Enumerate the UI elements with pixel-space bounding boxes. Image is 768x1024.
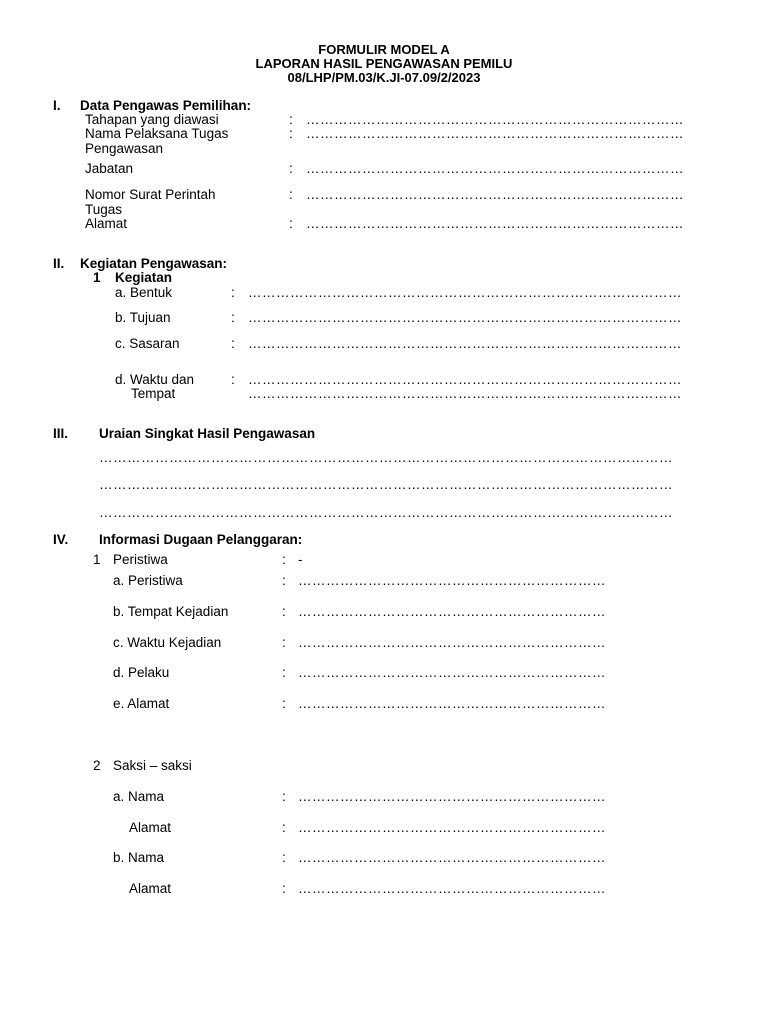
section3-number: III.: [53, 426, 69, 441]
field-tujuan-label: b. Tujuan: [115, 310, 171, 325]
section1-number: I.: [53, 98, 61, 113]
peristiwa-heading: Peristiwa: [113, 552, 168, 567]
field-pelaku-blank[interactable]: …………………………………………………………: [298, 665, 606, 680]
field-separator: :: [231, 372, 235, 387]
field-nomor-surat-label: Nomor Surat Perintah: [85, 187, 216, 202]
field-waktu-label-cont: Tempat: [131, 386, 176, 401]
field-sasaran-blank[interactable]: …………………………………………………………………………………: [248, 336, 682, 351]
field-saksi-b-nama-label: b. Nama: [113, 850, 165, 865]
uraian-line-3[interactable]: ……………………………………………………………………………………………………………: [99, 505, 673, 520]
field-tahapan-label: Tahapan yang diawasi: [85, 112, 219, 127]
field-nama-label-cont: Pengawasan: [85, 141, 164, 156]
field-separator: :: [282, 573, 286, 588]
field-bentuk-label: a. Bentuk: [115, 285, 173, 300]
section2-number: II.: [53, 256, 65, 271]
uraian-line-2[interactable]: ……………………………………………………………………………………………………………: [99, 477, 673, 492]
field-nomor-surat-blank[interactable]: ………………………………………………………………………: [306, 187, 684, 202]
kegiatan-title: Kegiatan: [115, 270, 173, 285]
field-peristiwa-label: a. Peristiwa: [113, 573, 183, 588]
section1-title: Data Pengawas Pemilihan:: [80, 98, 252, 113]
peristiwa-dash: -: [298, 552, 303, 567]
field-separator: :: [289, 126, 293, 141]
section4-title: Informasi Dugaan Pelanggaran:: [99, 532, 303, 547]
field-waktu-blank[interactable]: …………………………………………………………………………………: [248, 372, 682, 387]
field-separator: :: [231, 310, 235, 325]
field-separator: :: [282, 881, 286, 896]
field-saksi-b-nama-blank[interactable]: …………………………………………………………: [298, 850, 606, 865]
field-separator: :: [231, 285, 235, 300]
field-alamat-label: Alamat: [85, 216, 128, 231]
field-separator: :: [282, 665, 286, 680]
field-saksi-a-nama-label: a. Nama: [113, 789, 165, 804]
field-separator: :: [282, 850, 286, 865]
form-subtitle: LAPORAN HASIL PENGAWASAN PEMILU: [255, 56, 513, 71]
field-separator: :: [282, 789, 286, 804]
field-saksi-a-alamat-label: Alamat: [129, 820, 172, 835]
field-nama-label: Nama Pelaksana Tugas: [85, 126, 229, 141]
section4-number: IV.: [53, 532, 69, 547]
field-nama-blank[interactable]: ………………………………………………………………………: [306, 126, 684, 141]
field-saksi-a-alamat-blank[interactable]: …………………………………………………………: [298, 820, 606, 835]
field-alamat-pelaku-blank[interactable]: …………………………………………………………: [298, 696, 606, 711]
saksi-heading: Saksi – saksi: [113, 758, 192, 773]
field-tahapan-blank[interactable]: ………………………………………………………………………: [306, 112, 684, 127]
field-separator: :: [289, 187, 293, 202]
field-saksi-b-alamat-label: Alamat: [129, 881, 172, 896]
field-jabatan-blank[interactable]: ………………………………………………………………………: [306, 161, 684, 176]
section3-title: Uraian Singkat Hasil Pengawasan: [99, 426, 316, 441]
field-saksi-b-alamat-blank[interactable]: …………………………………………………………: [298, 881, 606, 896]
field-separator: :: [282, 635, 286, 650]
field-separator: :: [282, 820, 286, 835]
saksi-number: 2: [93, 758, 101, 773]
field-tempat-kejadian-label: b. Tempat Kejadian: [113, 604, 229, 619]
field-jabatan-label: Jabatan: [85, 161, 134, 176]
field-alamat-blank[interactable]: ………………………………………………………………………: [306, 216, 684, 231]
field-separator: :: [289, 161, 293, 176]
field-separator: :: [289, 112, 293, 127]
field-tujuan-blank[interactable]: …………………………………………………………………………………: [248, 310, 682, 325]
field-alamat-pelaku-label: e. Alamat: [113, 696, 170, 711]
field-separator: :: [282, 552, 286, 567]
field-tempat-kejadian-blank[interactable]: …………………………………………………………: [298, 604, 606, 619]
field-separator: :: [282, 696, 286, 711]
field-separator: :: [282, 604, 286, 619]
field-peristiwa-blank[interactable]: …………………………………………………………: [298, 573, 606, 588]
field-saksi-a-nama-blank[interactable]: …………………………………………………………: [298, 789, 606, 804]
field-sasaran-label: c. Sasaran: [115, 336, 180, 351]
field-waktu-kejadian-label: c. Waktu Kejadian: [113, 635, 222, 650]
field-separator: :: [289, 216, 293, 231]
field-pelaku-label: d. Pelaku: [113, 665, 170, 680]
field-bentuk-blank[interactable]: …………………………………………………………………………………: [248, 285, 682, 300]
uraian-line-1[interactable]: ……………………………………………………………………………………………………………: [99, 450, 673, 465]
form-title: FORMULIR MODEL A: [318, 42, 450, 57]
kegiatan-number: 1: [93, 270, 101, 285]
field-separator: :: [231, 336, 235, 351]
form-number: 08/LHP/PM.03/K.JI-07.09/2/2023: [287, 70, 481, 85]
section2-title: Kegiatan Pengawasan:: [80, 256, 228, 271]
field-waktu-label: d. Waktu dan: [115, 372, 195, 387]
peristiwa-number: 1: [93, 552, 101, 567]
field-waktu-kejadian-blank[interactable]: …………………………………………………………: [298, 635, 606, 650]
field-nomor-surat-label-cont: Tugas: [85, 202, 123, 217]
field-tempat-blank[interactable]: …………………………………………………………………………………: [248, 386, 682, 401]
